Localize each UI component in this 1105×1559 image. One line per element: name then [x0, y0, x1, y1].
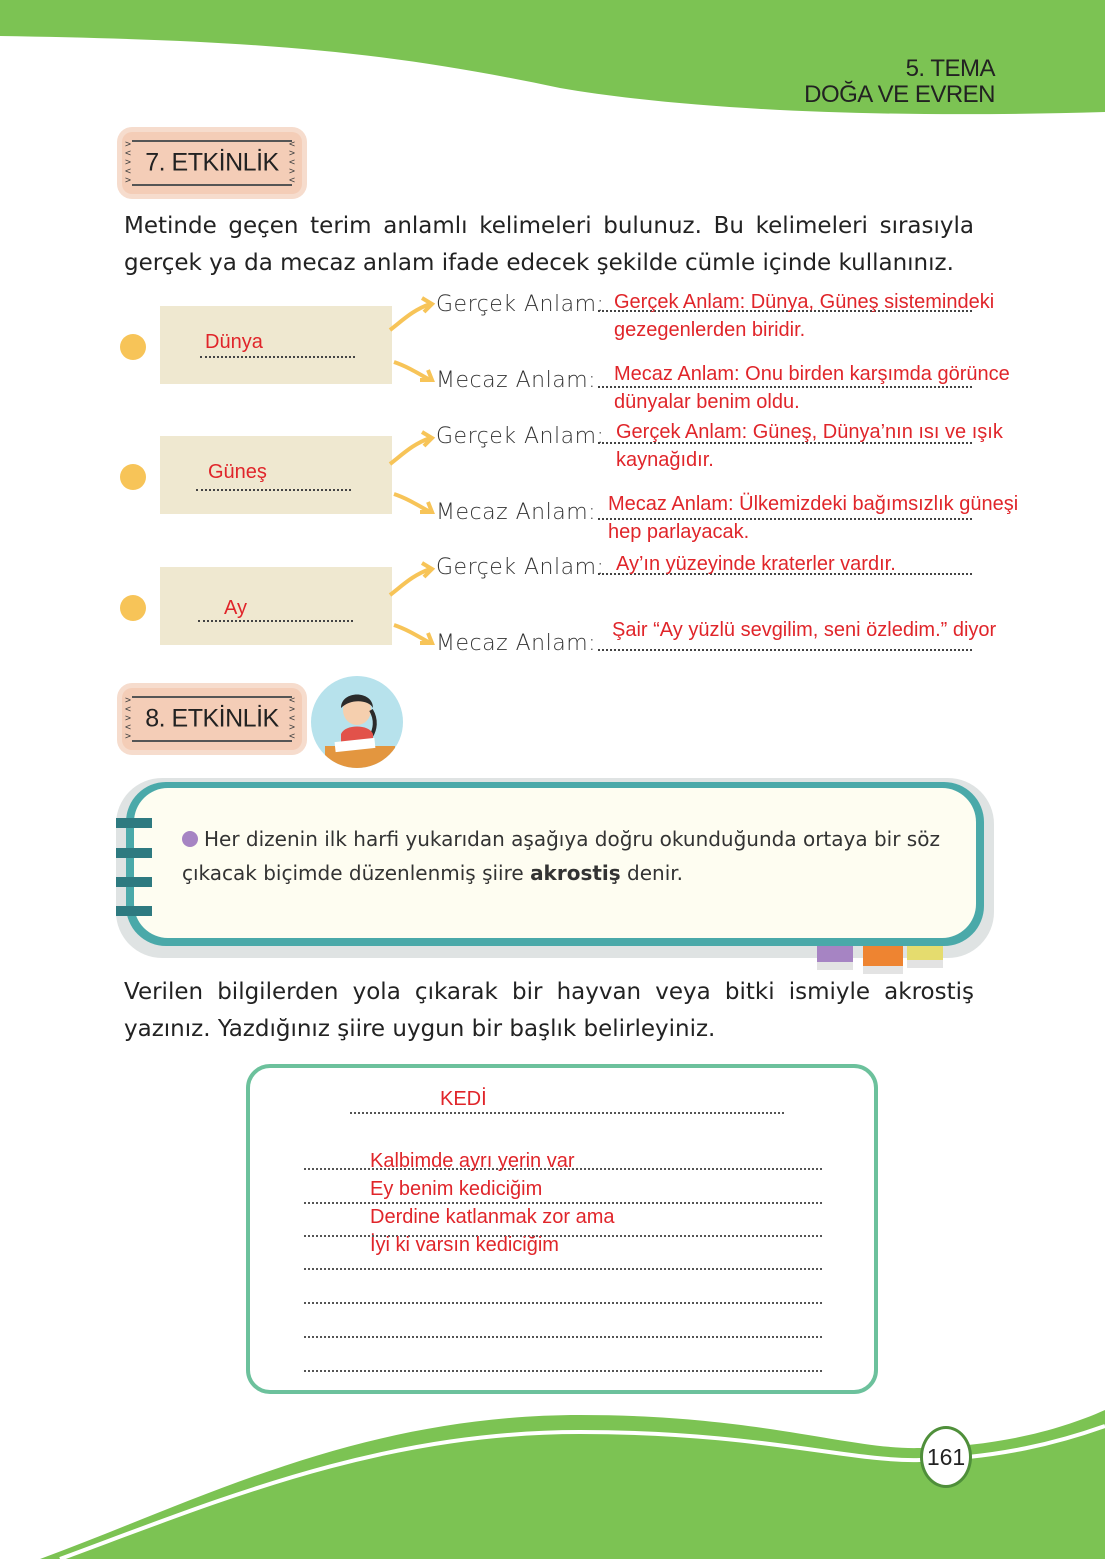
zigzag-right: < > < > < — [289, 139, 296, 186]
word-tape — [160, 436, 392, 514]
purple-bullet-icon — [182, 831, 198, 847]
activity-7-label: 7. ETKİNLİK — [145, 148, 279, 177]
activity-8-ribbon — [122, 688, 302, 750]
binder-tab — [116, 906, 152, 916]
sticky-tab-orange — [863, 946, 903, 966]
girl-writing-illustration — [311, 676, 403, 768]
figurative-meaning-label: Mecaz Anlam: — [436, 368, 597, 393]
bullet-dot-icon — [120, 464, 146, 490]
arrow-up-icon — [388, 290, 438, 390]
poem-verse: İyi ki varsın kediciğim — [370, 1234, 559, 1256]
real-meaning-answer: Gerçek Anlam: Dünya, Güneş sistemindeki gezegenlerden biridir. — [614, 291, 995, 341]
binder-tab — [116, 818, 152, 828]
word-tape — [160, 306, 392, 384]
poem-verse: Derdine katlanmak zor ama — [370, 1206, 615, 1228]
binder-tab — [116, 848, 152, 858]
activity-8-instruction: Verilen bilgilerden yola çıkarak bir hayvan veya bitki ismiyle akrostiş yazınız. Yazdığınız şiire uygun bir başlık belirleyiniz. — [124, 979, 974, 1042]
figurative-meaning-answer: Mecaz Anlam: Onu birden karşımda görünce dünyalar benim oldu. — [614, 363, 1010, 413]
poem-line-7[interactable] — [304, 1370, 822, 1372]
binder-tab — [116, 877, 152, 887]
page-number: 161 — [920, 1426, 972, 1488]
poem-title: KEDİ — [440, 1088, 487, 1110]
word-answer: Güneş — [208, 461, 267, 483]
bullet-dot-icon — [120, 334, 146, 360]
theme-number: 5. TEMA — [905, 55, 995, 82]
real-meaning-label: Gerçek Anlam: — [436, 292, 605, 317]
poem-title-line[interactable] — [350, 1112, 784, 1114]
poem-line-6[interactable] — [304, 1336, 822, 1338]
poem-box — [246, 1064, 878, 1394]
activity-8-label: 8. ETKİNLİK — [145, 704, 279, 733]
word-tape — [160, 567, 392, 645]
zigzag-left: > < > < > — [125, 695, 132, 742]
activity-7-instruction: Metinde geçen terim anlamlı kelimeleri bulunuz. Bu kelimeleri sırasıyla gerçek ya da mecaz anlam ifade edecek şekilde cümle içinde kullanınız. — [124, 213, 974, 276]
real-meaning-answer: Ay’ın yüzeyinde kraterler vardır. — [616, 553, 896, 575]
sticky-tab-purple — [817, 946, 853, 962]
figurative-meaning-line[interactable] — [598, 649, 972, 651]
arrow-up-icon — [388, 553, 438, 653]
poem-verse: Kalbimde ayrı yerin var — [370, 1150, 575, 1172]
info-box — [116, 778, 994, 958]
arrow-up-icon — [388, 422, 438, 522]
figurative-meaning-label: Mecaz Anlam: — [436, 500, 597, 525]
figurative-meaning-answer: Şair “Ay yüzlü sevgilim, seni özledim.” diyor — [612, 619, 997, 641]
zigzag-right: < > < > < — [289, 695, 296, 742]
word-answer: Ay — [224, 597, 247, 619]
poem-verse: Ey benim kediciğim — [370, 1178, 543, 1200]
zigzag-left: > < > < > — [125, 139, 132, 186]
word-blank-line[interactable] — [200, 356, 355, 358]
word-blank-line[interactable] — [196, 489, 351, 491]
poem-line-5[interactable] — [304, 1302, 822, 1304]
theme-title: DOĞA VE EVREN — [804, 81, 995, 108]
activity-7-ribbon — [122, 132, 302, 194]
sticky-tab-yellow — [907, 946, 943, 960]
figurative-meaning-label: Mecaz Anlam: — [436, 631, 597, 656]
info-definition: Her dizenin ilk harfi yukarıdan aşağıya doğru okunduğunda ortaya bir söz çıkacak biçimde düzenlenmiş şiire akrostiş denir. — [182, 827, 940, 885]
poem-line-4[interactable] — [304, 1268, 822, 1270]
real-meaning-label: Gerçek Anlam: — [436, 424, 605, 449]
real-meaning-answer: Gerçek Anlam: Güneş, Dünya’nın ısı ve ışık kaynağıdır. — [616, 421, 1003, 471]
word-answer: Dünya — [205, 331, 263, 353]
word-blank-line[interactable] — [198, 620, 353, 622]
poem-line-2[interactable] — [304, 1202, 822, 1204]
theme-header — [804, 56, 995, 108]
real-meaning-label: Gerçek Anlam: — [436, 555, 605, 580]
akrostis-term: akrostiş — [530, 861, 621, 885]
figurative-meaning-answer: Mecaz Anlam: Ülkemizdeki bağımsızlık güneşi hep parlayacak. — [608, 493, 1019, 543]
bullet-dot-icon — [120, 595, 146, 621]
